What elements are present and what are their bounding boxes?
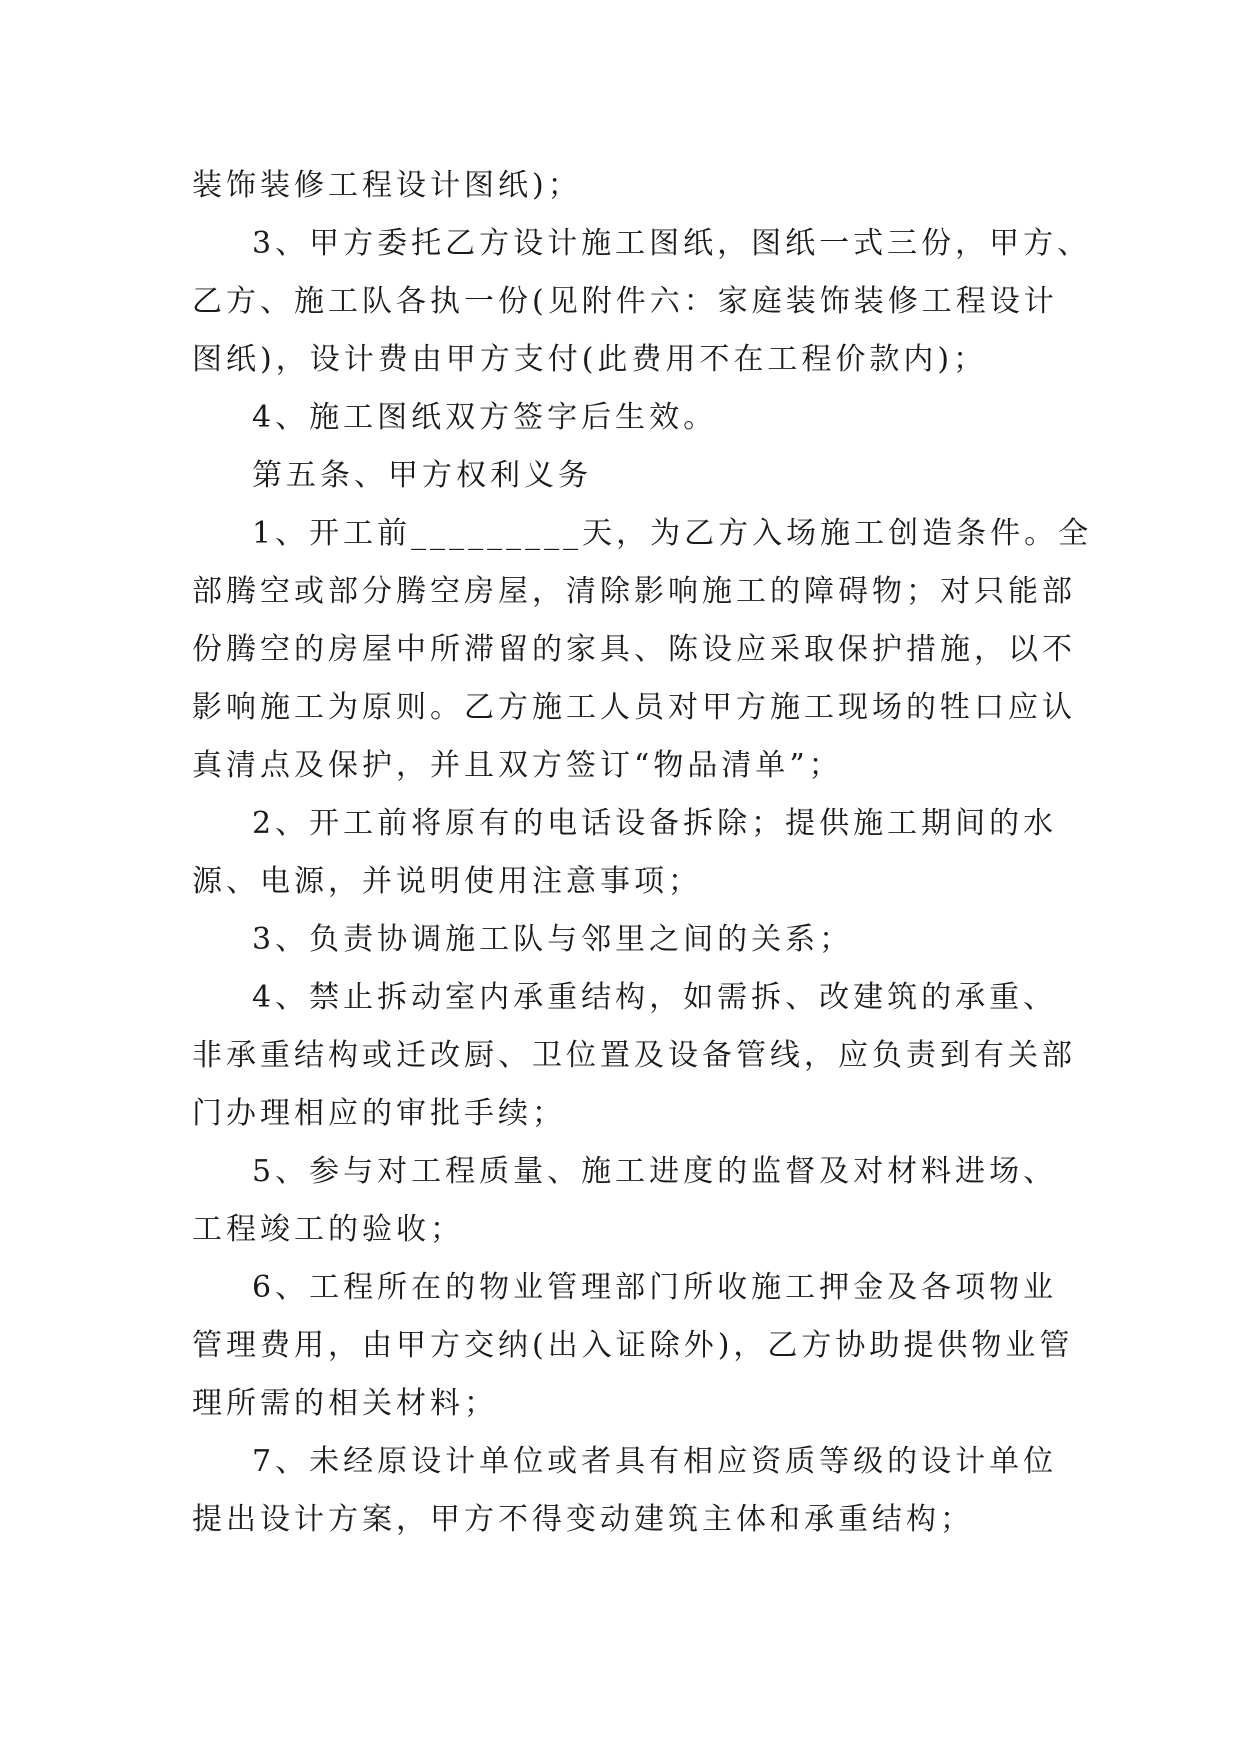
- text-line: 管理费用，由甲方交纳(出入证除外)，乙方协助提供物业管: [192, 1328, 1074, 1363]
- text-line: 6、工程所在的物业管理部门所收施工押金及各项物业: [252, 1270, 1058, 1305]
- text-line: 图纸)，设计费由甲方支付(此费用不在工程价款内)；: [192, 342, 988, 377]
- text-line: 影响施工为原则。乙方施工人员对甲方施工现场的牲口应认: [192, 690, 1076, 725]
- section-heading: 第五条、甲方权利义务: [252, 458, 592, 493]
- text-line: 真清点及保护，并且双方签订“物品清单”；: [192, 748, 843, 783]
- text-line: 2、开工前将原有的电话设备拆除；提供施工期间的水: [252, 806, 1058, 841]
- text-line: 源、电源，并说明使用注意事项；: [192, 864, 702, 899]
- text-line: 门办理相应的审批手续；: [192, 1096, 566, 1131]
- text-line: 份腾空的房屋中所滞留的家具、陈设应采取保护措施，以不: [192, 632, 1076, 667]
- text-line: 4、施工图纸双方签字后生效。: [252, 400, 718, 435]
- text-line: 提出设计方案，甲方不得变动建筑主体和承重结构；: [192, 1502, 974, 1537]
- text-line: 非承重结构或迁改厨、卫位置及设备管线，应负责到有关部: [192, 1038, 1076, 1073]
- text-line: 5、参与对工程质量、施工进度的监督及对材料进场、: [252, 1154, 1058, 1189]
- text-line: 乙方、施工队各执一份(见附件六：家庭装饰装修工程设计: [192, 284, 1058, 319]
- document-body: [192, 157, 1093, 1549]
- text-line: 4、禁止拆动室内承重结构，如需拆、改建筑的承重、: [252, 980, 1058, 1015]
- text-line: 部腾空或部分腾空房屋，清除影响施工的障碍物；对只能部: [192, 574, 1076, 609]
- text-line: 7、未经原设计单位或者具有相应资质等级的设计单位: [252, 1444, 1058, 1479]
- text-line: 1、开工前_________天，为乙方入场施工创造条件。全: [252, 516, 1093, 551]
- text-line: 装饰装修工程设计图纸)；: [192, 168, 582, 203]
- text-line: 理所需的相关材料；: [192, 1386, 498, 1421]
- text-line: 工程竣工的验收；: [192, 1212, 464, 1247]
- text-line: 3、甲方委托乙方设计施工图纸，图纸一式三份，甲方、: [252, 226, 1092, 261]
- text-line: 3、负责协调施工队与邻里之间的关系；: [252, 922, 854, 957]
